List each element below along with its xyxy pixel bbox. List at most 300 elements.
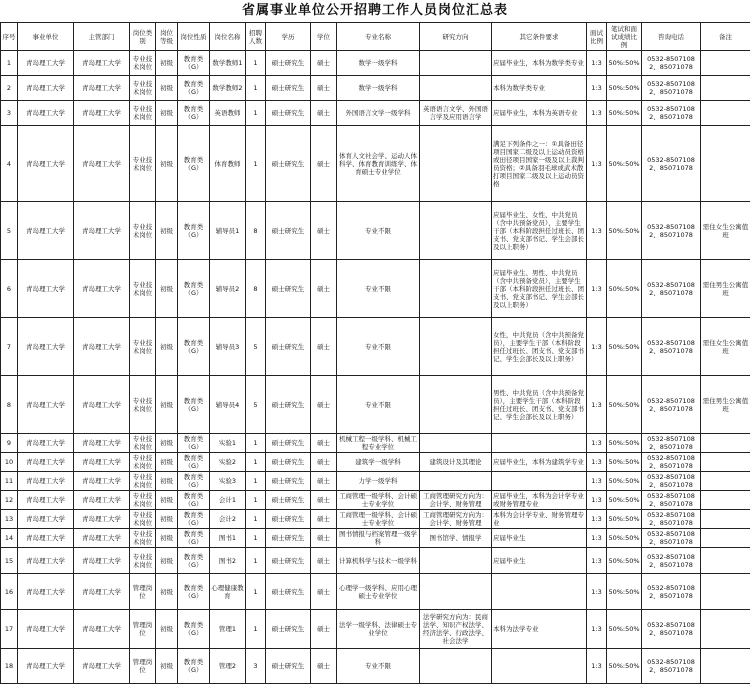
cell-note (701, 491, 750, 510)
header-cell: 面试比例 (587, 23, 607, 51)
cell-ratio: 1:3 (587, 472, 607, 491)
cell-score: 50%:50% (607, 548, 642, 574)
cell-nature: 教育类（G） (178, 453, 210, 472)
cell-cat: 专业技术岗位 (130, 472, 156, 491)
cell-cat: 专业技术岗位 (130, 126, 156, 202)
cell-nature: 教育类（G） (178, 574, 210, 610)
cell-unit: 青岛理工大学 (18, 202, 74, 260)
cell-level: 初级 (156, 202, 178, 260)
cell-phone: 0532-85071082、85071078 (642, 76, 701, 101)
cell-phone: 0532-85071082、85071078 (642, 318, 701, 376)
cell-score: 50%:50% (607, 101, 642, 126)
cell-phone: 0532-85071082、85071078 (642, 472, 701, 491)
cell-phone: 0532-85071082、85071078 (642, 574, 701, 610)
cell-level: 初级 (156, 529, 178, 548)
cell-dir: 英语语言文学、外国语言学及应用语言学 (420, 101, 492, 126)
cell-deg: 硕士 (311, 529, 337, 548)
cell-dir (420, 376, 492, 434)
cell-major: 外国语言文学一级学科 (337, 101, 420, 126)
header-cell: 序号 (1, 23, 18, 51)
cell-phone: 0532-85071082、85071078 (642, 101, 701, 126)
cell-score: 50%:50% (607, 453, 642, 472)
cell-no: 14 (1, 529, 18, 548)
cell-name: 图书1 (210, 529, 246, 548)
cell-note (701, 51, 750, 76)
table-row (1, 260, 750, 318)
table-row (1, 376, 750, 434)
cell-dir: 建筑设计及其理论 (420, 453, 492, 472)
cell-num: 1 (246, 101, 266, 126)
cell-cat: 专业技术岗位 (130, 376, 156, 434)
cell-phone: 0532-85071082、85071078 (642, 610, 701, 649)
header-cell: 岗位性质 (178, 23, 210, 51)
table-body (1, 51, 750, 684)
cell-cat: 管理岗位 (130, 574, 156, 610)
cell-nature: 教育类（G） (178, 491, 210, 510)
cell-phone: 0532-85071082、85071078 (642, 529, 701, 548)
cell-ratio: 1:3 (587, 510, 607, 529)
cell-unit: 青岛理工大学 (18, 51, 74, 76)
cell-no: 12 (1, 491, 18, 510)
cell-num: 1 (246, 491, 266, 510)
cell-num: 3 (246, 649, 266, 684)
cell-score: 50%:50% (607, 434, 642, 453)
cell-unit: 青岛理工大学 (18, 453, 74, 472)
cell-major: 计算机科学与技术一级学科 (337, 548, 420, 574)
cell-score: 50%:50% (607, 472, 642, 491)
cell-other: 本科为数学类专业 (492, 76, 587, 101)
table-row (1, 101, 750, 126)
cell-ratio: 1:3 (587, 491, 607, 510)
cell-dept: 青岛理工大学 (74, 649, 130, 684)
cell-dir: 法学研究方向为：民商法学、知识产权法学、经济法学、行政法学、社会法学 (420, 610, 492, 649)
cell-level: 初级 (156, 510, 178, 529)
cell-score: 50%:50% (607, 574, 642, 610)
cell-edu: 硕士研究生 (266, 318, 311, 376)
cell-dir (420, 472, 492, 491)
cell-other: 应届毕业生 (492, 529, 587, 548)
cell-level: 初级 (156, 472, 178, 491)
cell-level: 初级 (156, 126, 178, 202)
cell-dept: 青岛理工大学 (74, 101, 130, 126)
cell-ratio: 1:3 (587, 649, 607, 684)
cell-phone: 0532-85071082、85071078 (642, 260, 701, 318)
cell-note (701, 434, 750, 453)
cell-num: 1 (246, 574, 266, 610)
cell-nature: 教育类（G） (178, 610, 210, 649)
cell-note (701, 529, 750, 548)
cell-cat: 专业技术岗位 (130, 51, 156, 76)
cell-phone: 0532-85071082、85071078 (642, 510, 701, 529)
cell-note (701, 610, 750, 649)
cell-dept: 青岛理工大学 (74, 76, 130, 101)
cell-nature: 教育类（G） (178, 202, 210, 260)
cell-ratio: 1:3 (587, 202, 607, 260)
cell-edu: 硕士研究生 (266, 453, 311, 472)
cell-ratio: 1:3 (587, 453, 607, 472)
cell-edu: 硕士研究生 (266, 126, 311, 202)
cell-other: 应届毕业生，本科为建筑学专业 (492, 453, 587, 472)
cell-edu: 硕士研究生 (266, 376, 311, 434)
cell-cat: 管理岗位 (130, 610, 156, 649)
cell-name: 实验3 (210, 472, 246, 491)
cell-deg: 硕士 (311, 548, 337, 574)
cell-name: 实验2 (210, 453, 246, 472)
cell-dept: 青岛理工大学 (74, 318, 130, 376)
cell-num: 1 (246, 610, 266, 649)
cell-phone: 0532-85071082、85071078 (642, 126, 701, 202)
cell-nature: 教育类（G） (178, 510, 210, 529)
cell-note: 需住女生公寓值班 (701, 202, 750, 260)
cell-num: 1 (246, 51, 266, 76)
cell-other: 应届毕业生 (492, 548, 587, 574)
header-cell: 岗位等级 (156, 23, 178, 51)
table-row (1, 548, 750, 574)
cell-dept: 青岛理工大学 (74, 491, 130, 510)
cell-cat: 专业技术岗位 (130, 491, 156, 510)
cell-name: 辅导员2 (210, 260, 246, 318)
cell-cat: 专业技术岗位 (130, 76, 156, 101)
cell-deg: 硕士 (311, 318, 337, 376)
cell-no: 16 (1, 574, 18, 610)
cell-num: 5 (246, 318, 266, 376)
cell-edu: 硕士研究生 (266, 202, 311, 260)
cell-edu: 硕士研究生 (266, 610, 311, 649)
cell-note (701, 453, 750, 472)
cell-cat: 专业技术岗位 (130, 434, 156, 453)
cell-nature: 教育类（G） (178, 51, 210, 76)
cell-major: 数学一级学科 (337, 51, 420, 76)
cell-level: 初级 (156, 51, 178, 76)
cell-other: 应届毕业生、男性、中共党员（含中共预备党员），主要学生干部（本科阶段担任过班长、团支书、党支部书记、学生会部长及以上职务） (492, 260, 587, 318)
cell-name: 管理2 (210, 649, 246, 684)
cell-edu: 硕士研究生 (266, 510, 311, 529)
header-cell: 备注 (701, 23, 750, 51)
cell-score: 50%:50% (607, 491, 642, 510)
cell-score: 50%:50% (607, 318, 642, 376)
table-row (1, 574, 750, 610)
cell-other: 女性，中共党员（含中共预备党员），主要学生干部（本科阶段担任过班长、团支书、党支部书记、学生会部长及以上职务） (492, 318, 587, 376)
cell-nature: 教育类（G） (178, 434, 210, 453)
cell-nature: 教育类（G） (178, 649, 210, 684)
cell-note (701, 76, 750, 101)
cell-num: 1 (246, 453, 266, 472)
cell-ratio: 1:3 (587, 574, 607, 610)
cell-name: 数学教师1 (210, 51, 246, 76)
cell-level: 初级 (156, 610, 178, 649)
cell-major: 专业不限 (337, 318, 420, 376)
cell-nature: 教育类（G） (178, 260, 210, 318)
cell-unit: 青岛理工大学 (18, 649, 74, 684)
header-cell: 学位 (311, 23, 337, 51)
cell-score: 50%:50% (607, 376, 642, 434)
cell-deg: 硕士 (311, 510, 337, 529)
cell-other (492, 649, 587, 684)
cell-ratio: 1:3 (587, 434, 607, 453)
cell-unit: 青岛理工大学 (18, 318, 74, 376)
cell-unit: 青岛理工大学 (18, 610, 74, 649)
cell-phone: 0532-85071082、85071078 (642, 376, 701, 434)
table-row (1, 649, 750, 684)
positions-table (0, 22, 750, 684)
header-cell: 专业名称 (337, 23, 420, 51)
cell-other: 应届毕业生，本科为英语专业 (492, 101, 587, 126)
cell-deg: 硕士 (311, 491, 337, 510)
cell-edu: 硕士研究生 (266, 260, 311, 318)
cell-ratio: 1:3 (587, 376, 607, 434)
cell-level: 初级 (156, 574, 178, 610)
cell-phone: 0532-85071082、85071078 (642, 649, 701, 684)
cell-deg: 硕士 (311, 202, 337, 260)
cell-no: 10 (1, 453, 18, 472)
cell-no: 18 (1, 649, 18, 684)
cell-note: 需住男生公寓值班 (701, 260, 750, 318)
cell-no: 5 (1, 202, 18, 260)
cell-note (701, 649, 750, 684)
cell-level: 初级 (156, 318, 178, 376)
cell-num: 8 (246, 260, 266, 318)
cell-dir (420, 260, 492, 318)
cell-unit: 青岛理工大学 (18, 376, 74, 434)
cell-no: 8 (1, 376, 18, 434)
cell-phone: 0532-85071082、85071078 (642, 491, 701, 510)
cell-note (701, 126, 750, 202)
cell-num: 1 (246, 548, 266, 574)
cell-other: 应届毕业生，本科为数学类专业 (492, 51, 587, 76)
cell-num: 1 (246, 510, 266, 529)
cell-major: 建筑学一级学科 (337, 453, 420, 472)
cell-dept: 青岛理工大学 (74, 548, 130, 574)
cell-ratio: 1:3 (587, 529, 607, 548)
cell-unit: 青岛理工大学 (18, 491, 74, 510)
cell-level: 初级 (156, 548, 178, 574)
cell-dir: 图书馆学、情报学 (420, 529, 492, 548)
cell-dept: 青岛理工大学 (74, 472, 130, 491)
header-cell: 招聘人数 (246, 23, 266, 51)
cell-cat: 专业技术岗位 (130, 548, 156, 574)
cell-name: 体育教师 (210, 126, 246, 202)
cell-other: 应届毕业生、女性、中共党员（含中共预备党员），主要学生干部（本科阶段担任过班长、团支书、党支部书记、学生会部长及以上职务） (492, 202, 587, 260)
cell-ratio: 1:3 (587, 318, 607, 376)
cell-no: 15 (1, 548, 18, 574)
header-cell: 主管部门 (74, 23, 130, 51)
cell-other: 本科为会计学专业、财务管理专业 (492, 510, 587, 529)
cell-dept: 青岛理工大学 (74, 510, 130, 529)
cell-level: 初级 (156, 101, 178, 126)
header-cell: 事业单位 (18, 23, 74, 51)
header-cell: 咨询电话 (642, 23, 701, 51)
cell-cat: 专业技术岗位 (130, 453, 156, 472)
cell-nature: 教育类（G） (178, 529, 210, 548)
cell-dir (420, 76, 492, 101)
cell-no: 1 (1, 51, 18, 76)
cell-major: 专业不限 (337, 649, 420, 684)
cell-score: 50%:50% (607, 610, 642, 649)
cell-no: 9 (1, 434, 18, 453)
cell-name: 数学教师2 (210, 76, 246, 101)
cell-other (492, 574, 587, 610)
cell-dir (420, 202, 492, 260)
cell-major: 专业不限 (337, 376, 420, 434)
cell-deg: 硕士 (311, 260, 337, 318)
cell-name: 会计1 (210, 491, 246, 510)
cell-deg: 硕士 (311, 649, 337, 684)
cell-phone: 0532-85071082、85071078 (642, 548, 701, 574)
cell-deg: 硕士 (311, 126, 337, 202)
cell-num: 5 (246, 376, 266, 434)
cell-major: 体育人文社会学、运动人体科学、体育教育训练学、体育硕士专业学位 (337, 126, 420, 202)
cell-dir: 工商管理研究方向为：会计学、财务管理 (420, 510, 492, 529)
cell-unit: 青岛理工大学 (18, 548, 74, 574)
cell-ratio: 1:3 (587, 76, 607, 101)
cell-dept: 青岛理工大学 (74, 126, 130, 202)
cell-phone: 0532-85071082、85071078 (642, 434, 701, 453)
cell-other: 男性、中共党员（含中共预备党员），主要学生干部（本科阶段担任过班长、团支书、党支部书记、学生会部长及以上职务） (492, 376, 587, 434)
cell-edu: 硕士研究生 (266, 434, 311, 453)
cell-unit: 青岛理工大学 (18, 76, 74, 101)
cell-note (701, 510, 750, 529)
cell-nature: 教育类（G） (178, 472, 210, 491)
cell-edu: 硕士研究生 (266, 548, 311, 574)
cell-deg: 硕士 (311, 434, 337, 453)
cell-cat: 专业技术岗位 (130, 260, 156, 318)
cell-name: 英语教师 (210, 101, 246, 126)
table-row (1, 491, 750, 510)
cell-other (492, 434, 587, 453)
cell-note (701, 574, 750, 610)
cell-major: 力学一级学科 (337, 472, 420, 491)
cell-level: 初级 (156, 434, 178, 453)
cell-score: 50%:50% (607, 126, 642, 202)
cell-name: 实验1 (210, 434, 246, 453)
cell-note (701, 472, 750, 491)
cell-dir (420, 434, 492, 453)
cell-name: 辅导员4 (210, 376, 246, 434)
cell-major: 数学一级学科 (337, 76, 420, 101)
cell-cat: 管理岗位 (130, 649, 156, 684)
table-row (1, 202, 750, 260)
cell-deg: 硕士 (311, 76, 337, 101)
cell-dept: 青岛理工大学 (74, 453, 130, 472)
cell-dept: 青岛理工大学 (74, 51, 130, 76)
table-row (1, 453, 750, 472)
cell-major: 专业不限 (337, 202, 420, 260)
cell-unit: 青岛理工大学 (18, 529, 74, 548)
cell-edu: 硕士研究生 (266, 574, 311, 610)
table-row (1, 510, 750, 529)
table-row (1, 529, 750, 548)
cell-unit: 青岛理工大学 (18, 472, 74, 491)
cell-nature: 教育类（G） (178, 76, 210, 101)
cell-nature: 教育类（G） (178, 101, 210, 126)
header-cell: 学历 (266, 23, 311, 51)
cell-edu: 硕士研究生 (266, 491, 311, 510)
cell-edu: 硕士研究生 (266, 76, 311, 101)
cell-major: 机械工程一级学科、机械工程专业学位 (337, 434, 420, 453)
cell-other (492, 472, 587, 491)
cell-no: 2 (1, 76, 18, 101)
cell-score: 50%:50% (607, 51, 642, 76)
cell-dir (420, 649, 492, 684)
header-cell: 其它条件要求 (492, 23, 587, 51)
cell-edu: 硕士研究生 (266, 472, 311, 491)
cell-ratio: 1:3 (587, 126, 607, 202)
cell-phone: 0532-85071082、85071078 (642, 202, 701, 260)
cell-dir (420, 548, 492, 574)
cell-name: 会计2 (210, 510, 246, 529)
table-row (1, 318, 750, 376)
cell-dept: 青岛理工大学 (74, 610, 130, 649)
cell-score: 50%:50% (607, 202, 642, 260)
table-row (1, 126, 750, 202)
cell-unit: 青岛理工大学 (18, 260, 74, 318)
header-cell: 岗位名称 (210, 23, 246, 51)
cell-nature: 教育类（G） (178, 318, 210, 376)
cell-other: 满足下列条件之一：①具备田径项目国家二级及以上运动员资格或田径项目国家一级及以上裁判员资格；②具备羽毛球或武术散打项目国家二级及以上运动员资格 (492, 126, 587, 202)
cell-no: 6 (1, 260, 18, 318)
cell-note: 需住男生公寓值班 (701, 376, 750, 434)
cell-ratio: 1:3 (587, 610, 607, 649)
cell-score: 50%:50% (607, 260, 642, 318)
cell-note (701, 548, 750, 574)
cell-cat: 专业技术岗位 (130, 318, 156, 376)
cell-level: 初级 (156, 260, 178, 318)
cell-name: 辅导员3 (210, 318, 246, 376)
cell-score: 50%:50% (607, 529, 642, 548)
cell-no: 4 (1, 126, 18, 202)
cell-num: 1 (246, 434, 266, 453)
cell-no: 17 (1, 610, 18, 649)
cell-major: 心理学一级学科、应用心理硕士专业学位 (337, 574, 420, 610)
cell-ratio: 1:3 (587, 260, 607, 318)
cell-name: 辅导员1 (210, 202, 246, 260)
cell-cat: 专业技术岗位 (130, 510, 156, 529)
table-row (1, 51, 750, 76)
cell-score: 50%:50% (607, 510, 642, 529)
cell-deg: 硕士 (311, 376, 337, 434)
cell-name: 管理1 (210, 610, 246, 649)
cell-phone: 0532-85071082、85071078 (642, 453, 701, 472)
cell-major: 工商管理一级学科、会计硕士专业学位 (337, 510, 420, 529)
cell-deg: 硕士 (311, 453, 337, 472)
cell-no: 13 (1, 510, 18, 529)
cell-note (701, 101, 750, 126)
header-row (1, 23, 750, 51)
cell-ratio: 1:3 (587, 101, 607, 126)
cell-phone: 0532-85071082、85071078 (642, 51, 701, 76)
cell-nature: 教育类（G） (178, 376, 210, 434)
cell-dept: 青岛理工大学 (74, 260, 130, 318)
cell-nature: 教育类（G） (178, 548, 210, 574)
cell-name: 心理健康教育 (210, 574, 246, 610)
cell-deg: 硕士 (311, 101, 337, 126)
cell-dir: 工商管理研究方向为：会计学、财务管理 (420, 491, 492, 510)
cell-dir (420, 51, 492, 76)
cell-level: 初级 (156, 453, 178, 472)
cell-num: 1 (246, 126, 266, 202)
cell-dir (420, 126, 492, 202)
cell-unit: 青岛理工大学 (18, 126, 74, 202)
cell-deg: 硕士 (311, 574, 337, 610)
cell-major: 专业不限 (337, 260, 420, 318)
table-row (1, 434, 750, 453)
cell-level: 初级 (156, 491, 178, 510)
header-cell: 岗位类别 (130, 23, 156, 51)
cell-edu: 硕士研究生 (266, 529, 311, 548)
cell-cat: 专业技术岗位 (130, 529, 156, 548)
table-row (1, 610, 750, 649)
cell-deg: 硕士 (311, 51, 337, 76)
